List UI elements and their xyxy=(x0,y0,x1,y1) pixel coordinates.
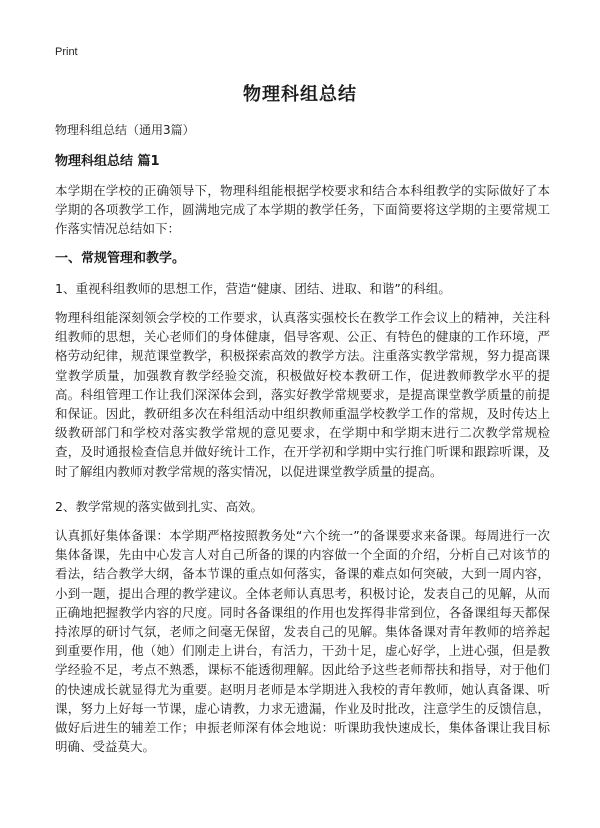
section-title: 物理科组总结 篇1 xyxy=(55,154,160,169)
paragraph-group-management: 物理科组能深刻领会学校的工作要求，认真落实强校长在教学工作会议上的精神，关注科组教师的思想，关心老师们的身体健康，倡导客观、公正、有特色的健康的工作环境，严格劳动纪律，规范课堂教学，积极探索高效的教学方法。注重落实教学常规，努力提高课堂教学质量，加强教育教学经验交流，积极做好校本教研工作，促进教师教学水平的提高。科组管理工作让我们深深体会到，落实好教学常规要求，是提高课堂教学质量的前提和保证。因此，教研组多次在科组活动中组织教师重温学校教学工作的常规，及时传达上级教研部门和学校对落实教学常规的意见要求，在学期中和学期末进行二次教学常规检查，及时通报检查信息并做好统计工作，在开学初和学期中实行推门听课和跟踪听课，及时了解组内教师对教学常规的落实情况，以促进课堂教学质量的提高。 xyxy=(55,310,550,479)
paragraph-collective-lesson-prep: 认真抓好集体备课：本学期严格按照教务处“六个统一”的备课要求来备课。每周进行一次集体备课，先由中心发言人对自己所备的课的内容做一个全面的介绍，分析自己对该节的看法，结合教学大纲，备本节课的重点如何落实，备课的难点如何突破，大到一周内容，小到一题，提出合理的教学建议。全体老师认真思考，积极讨论，发表自己的见解，从而正确地把握教学内容的尺度。同时各备课组的作用也发挥得非常到位，各备课组每天都保持浓厚的研讨气氛，老师之间毫无保留，发表自己的见解。集体备课对青年教师的培养起到重要作用，他（她）们刚走上讲台，有活力，干劲十足，虚心好学，上进心强，但是教学经验不足，考点不熟悉，课标不能透彻理解。因此给予这些老师帮扶和指导，对于他们的快速成长就显得尤为重要。赵明月老师是本学期进入我校的青年教师，她认真备课、听课，努力上好每一节课，虚心请教，力求无遗漏，作业及时批改，注意学生的反馈信息，做好后进生的辅差工作；申振老师深有体会地说：听课助我快速成长，集体备课让我目标明确、受益莫大。 xyxy=(55,528,550,755)
intro-paragraph: 本学期在学校的正确领导下，物理科组能根据学校要求和结合本科组教学的实际做好了本学期的各项教学工作，圆满地完成了本学期的教学任务，下面简要将这学期的主要常规工作落实情况总结如下： xyxy=(55,183,550,237)
document-subtitle: 物理科组总结（通用3篇） xyxy=(55,123,195,137)
subheading-teacher-thinking: 1、重视科组教师的思想工作，营造“健康、团结、进取、和谐”的科组。 xyxy=(55,281,451,296)
document-title: 物理科组总结 xyxy=(243,84,357,105)
print-label: Print xyxy=(55,46,78,58)
subheading-teaching-routine: 2、教学常规的落实做到扎实、高效。 xyxy=(55,499,263,514)
heading-routine-management: 一、常规管理和教学。 xyxy=(55,251,186,266)
